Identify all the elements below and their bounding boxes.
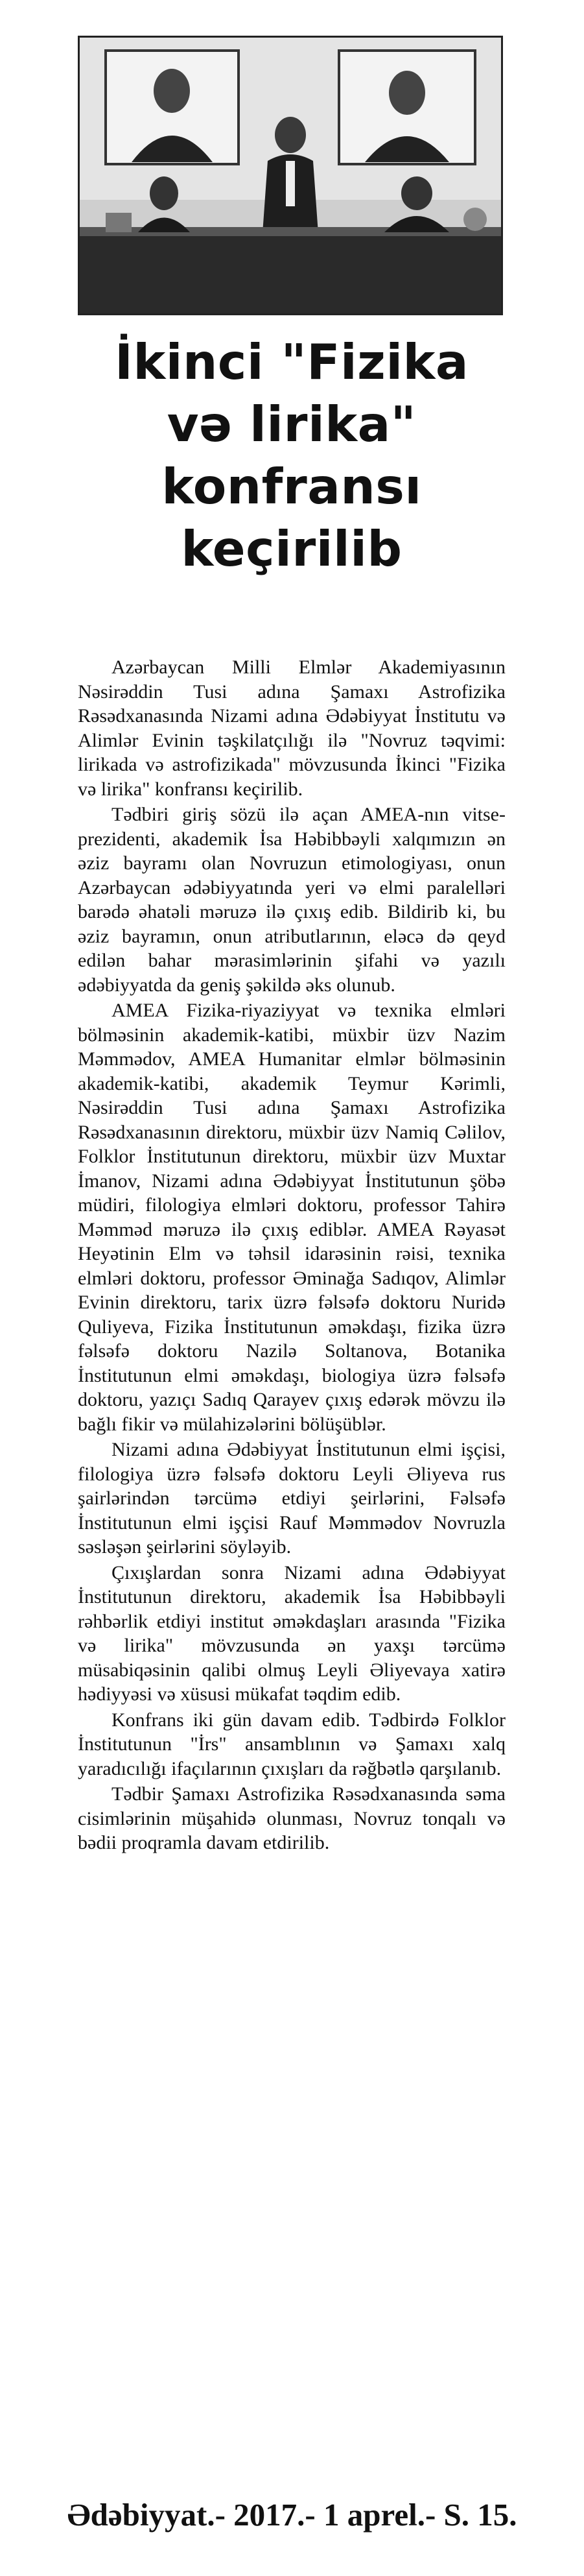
article-body <box>78 655 506 1857</box>
article-paragraph: Tədbir Şamaxı Astrofizika Rəsədxanasında səma cisimlərinin müşahidə olunması, Novruz tonqalı və bədii proqramla davam etdirilib. <box>78 1783 506 1853</box>
headline-line-2: və lirika" <box>167 396 417 453</box>
article-paragraph: Azərbaycan Milli Elmlər Akademiyasının Nəsirəddin Tusi adına Şamaxı Astrofizika Rəsədxanasında Nizami adına Ədəbiyyat İnstitutu və Alimlər Evinin təşkilatçılığı ilə "Novruz təqvimi: lirikada və astrofizikada" mövzusunda İkinci "Fizika və lirika" konfransı keçirilib. <box>78 656 506 800</box>
headline-line-4: keçirilib <box>181 520 403 577</box>
headline <box>39 331 544 580</box>
article-paragraph: AMEA Fizika-riyaziyyat və texnika elmləri bölməsinin akademik-katibi, müxbir üzv Nazim Məmmədov, AMEA Humanitar elmlər bölməsinin akademik-katibi, akademik Teymur Kərimli, Nəsirəddin Tusi adına Şamaxı Astrofizika Rəsədxanasının direktoru, müxbir üzv Namiq Cəlilov, Folklor İnstitutunun direktoru, müxbir üzv Muxtar İmanov, Nizami adına Ədəbiyyat İnstitutunun şöbə müdiri, filologiya elmləri doktoru, professor Tahirə Məmməd məruzə ilə çıxış ediblər. AMEA Rəyasət Heyətinin Elm və təhsil idarəsinin rəisi, texnika elmləri doktoru, professor Əminağa Sadıqov, Alimlər Evinin direktoru, tarix üzrə fəlsəfə doktoru Nuridə Quliyeva, Fizika İnstitutunun əməkdaşı, fizika üzrə fəlsəfə doktoru Nazilə Soltanova, Botanika İnstitutunun elmi əməkdaşı, biologiya üzrə fəlsəfə doktoru, yazıçı Sadıq Qarayev çıxış edərək mövzu ilə bağlı fikir və mülahizələrini bölüşüblər. <box>78 1000 506 1435</box>
portrait-left <box>106 51 239 164</box>
conference-photo <box>78 36 503 315</box>
article-paragraph: Çıxışlardan sonra Nizami adına Ədəbiyyat İnstitutunun direktoru, akademik İsa Həbibbəyli rəhbərlik etdiyi institut əməkdaşları arasında "Fizika və lirika" mövzusunda ən yaxşı tərcümə müsabiqəsinin qalibi olmuş Leyli Əliyevaya xatirə hədiyyəsi və xüsusi mükafat təqdim edib. <box>78 1561 506 1705</box>
headline-line-1: İkinci "Fizika <box>114 333 469 391</box>
article-paragraph: Nizami adına Ədəbiyyat İnstitutunun elmi işçisi, filologiya üzrə fəlsəfə doktoru Leyli Əliyeva rus şairlərindən tərcümə etdiyi şeirlərini, Fəlsəfə İnstitutunun elmi işçisi Rauf Məmmədov Novruzla səsləşən şeirlərini söyləyib. <box>78 1439 506 1558</box>
article-paragraph: Tədbiri giriş sözü ilə açan AMEA-nın vitse-prezidenti, akademik İsa Həbibbəyli xalqımızın ən əziz bayramı olan Novruzun etimologiyası, onun Azərbaycan ədəbiyyatında yeri və elmi paralelləri barədə əhatəli məruzə ilə çıxış edib. Bildirib ki, bu əziz bayramın, onun atributlarının, eləcə də qeyd edilən bahar mərasimlərinin şifahi və yazılı ədəbiyyatda da geniş şəkildə əks olunub. <box>78 804 506 996</box>
headline-line-3: konfransı <box>161 458 422 515</box>
article-paragraph: Konfrans iki gün davam edib. Tədbirdə Folklor İnstitutunun "İrs" ansamblının və Şamaxı xalq yaradıcılığı ifaçılarının çıxışları da rəğbətlə qarşılanıb. <box>78 1709 506 1779</box>
portrait-right <box>339 51 475 164</box>
source-citation: Ədəbiyyat.- 2017.- 1 aprel.- S. 15. <box>67 2497 517 2533</box>
